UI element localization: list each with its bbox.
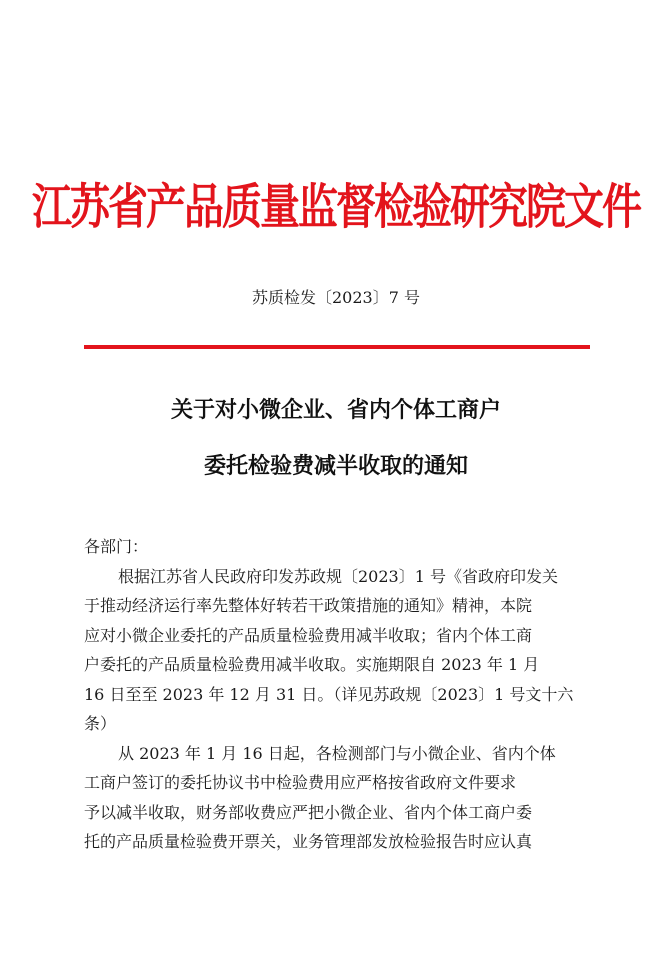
paragraph-1-line-1: 根据江苏省人民政府印发苏政规〔2023〕1 号《省政府印发关: [118, 566, 558, 586]
red-divider-line: [84, 345, 590, 349]
org-title: 江苏省产品质量监督检验研究院文件: [32, 178, 640, 235]
paragraph-2-line-3: 予以减半收取，财务部收费应严把小微企业、省内个体工商户委: [84, 802, 533, 822]
notice-title-line-1: 关于对小微企业、省内个体工商户: [170, 397, 501, 423]
salutation: 各部门：: [84, 537, 149, 556]
paragraph-1-line-6: 条）: [84, 714, 117, 733]
paragraph-2-line-4: 托的产品质量检验费开票关，业务管理部发放检验报告时应认真: [84, 832, 533, 851]
notice-title-line-2: 委托检验费减半收取的通知: [203, 453, 468, 479]
document-number: 苏质检发〔2023〕7 号: [252, 288, 420, 307]
body-text: [84, 532, 592, 857]
paragraph-1-line-5: 16 日至至 2023 年 12 月 31 日。（详见苏政规〔2023〕1 号文十六: [84, 684, 574, 704]
paragraph-1-line-2: 于推动经济运行率先整体好转若干政策措施的通知》精神，本院: [84, 596, 533, 615]
paragraph-2-line-1: 从 2023 年 1 月 16 日起，各检测部门与小微企业、省内个体: [118, 743, 556, 763]
paragraph-1-line-3: 应对小微企业委托的产品质量检验费用减半收取；省内个体工商: [84, 625, 533, 645]
paragraph-2-line-2: 工商户签订的委托协议书中检验费用应严格按省政府文件要求: [84, 773, 517, 792]
paragraph-1-line-4: 户委托的产品质量检验费用减半收取。实施期限自 2023 年 1 月: [84, 655, 540, 674]
